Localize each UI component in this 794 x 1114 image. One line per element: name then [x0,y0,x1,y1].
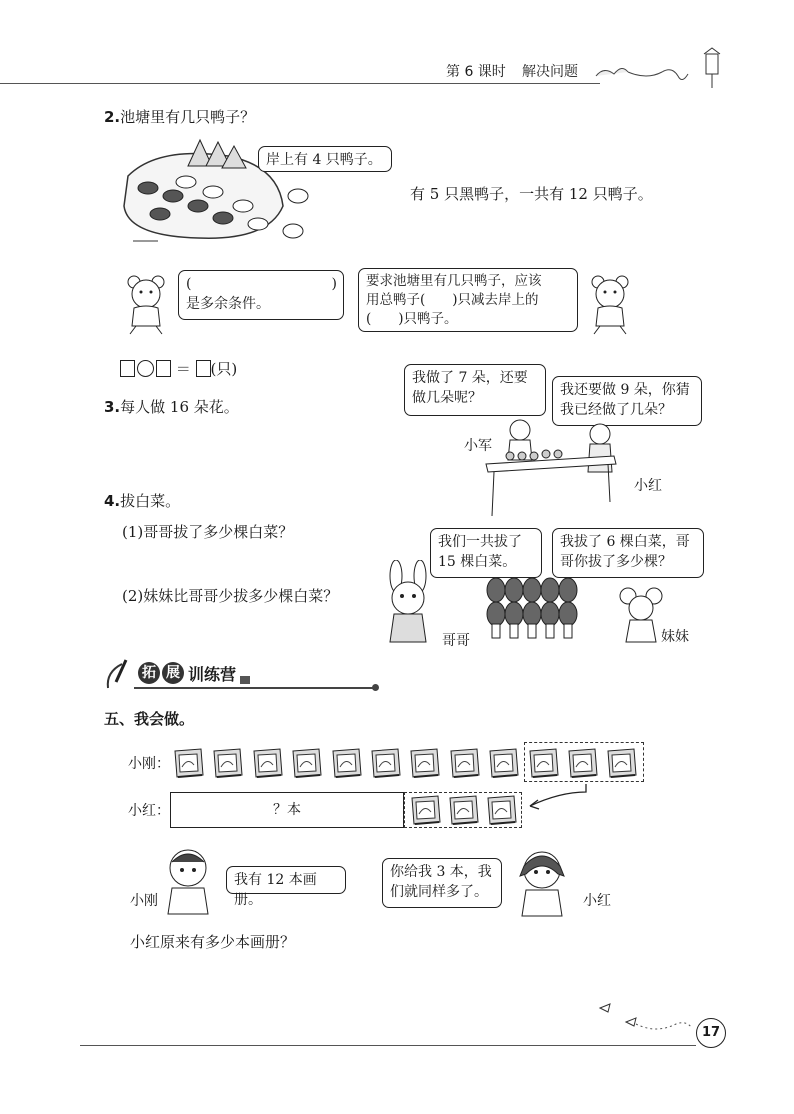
mouse-meimei-icon [618,586,664,648]
bubble-xiaohong-flowers: 我还要做 9 朵，你猜 我已经做了几朵？ [552,376,702,426]
header-lesson: 第 6 课时 [446,64,506,80]
name-meimei: 妹妹 [661,629,689,645]
picture-book-icon [485,794,519,826]
bubble-xiaogang-books: 我有 12 本画册。 [226,866,346,894]
picture-book-icon [408,747,442,779]
answer-box[interactable] [156,360,171,377]
picture-book-icon [290,747,324,779]
picture-book-icon [487,747,521,779]
section-banner-rule [134,687,374,689]
q3-heading: 3.每人做 16 朵花。 [104,398,239,416]
bubble-meimei: 我拔了 6 棵白菜，哥 哥你拔了多少棵？ [552,528,704,578]
xiaohong-given-books-box [404,792,522,828]
children-making-flowers-illustration [480,412,630,518]
q2-heading: 2.池塘里有几只鸭子？ [104,108,256,126]
name-xiaohong-q5: 小红 [583,893,611,909]
section-banner-dot [372,684,379,691]
q4-sub2: (2)妹妹比哥哥少拔多少棵白菜？ [122,587,339,605]
q4-heading: 4.拔白菜。 [104,492,181,510]
picture-book-icon [566,747,600,779]
footer-decoration-icon [596,1000,700,1034]
bubble-xiaojun: 我做了 7 朵，还要 做几朵呢？ [404,364,546,416]
q4-sub1: (1)哥哥拔了多少棵白菜？ [122,523,294,541]
boy-xiaogang-icon [160,846,218,916]
bubble-redundant-condition: ( ) 是多余条件。 [178,270,344,320]
section-badge-zhan: 展 [162,662,184,684]
section-banner-mark [240,676,250,684]
name-xiaojun: 小军 [464,438,492,454]
answer-box[interactable] [120,360,135,377]
section-banner-label: 训练营 [188,665,237,684]
section-badge-tuo: 拓 [138,662,160,684]
label-xiaohong-bar: 小红： [128,803,170,819]
q5-heading: 五、我会做。 [104,710,195,728]
picture-book-icon [251,747,285,779]
bear-left-icon [118,272,174,336]
footer-rule [80,1045,696,1046]
picture-book-icon [369,747,403,779]
header-decoration-icon [592,46,732,90]
operator-circle[interactable] [137,360,154,377]
picture-book-icon [447,794,481,826]
xiaohong-unknown-bar: ？本 [170,792,404,828]
picture-book-icon [605,747,639,779]
picture-book-icon [330,747,364,779]
header-topic: 解决问题 [522,64,578,80]
rabbit-gege-icon [376,560,442,652]
cabbages-icon [486,576,578,642]
bear-right-icon [582,272,638,336]
page-number: 17 [701,1025,721,1040]
picture-book-icon [172,747,206,779]
xiaogang-books-row [172,746,652,782]
answer-box[interactable] [196,360,211,377]
bubble-xiaohong-books: 你给我 3 本，我 们就同样多了。 [382,858,502,908]
transfer-arrow-icon [520,778,590,818]
label-xiaogang: 小刚： [128,756,170,772]
picture-book-icon [409,794,443,826]
name-xiaohong: 小红 [634,478,662,494]
q5-question: 小红原来有多少本画册？ [130,933,296,951]
picture-book-icon [211,747,245,779]
bubble-gege: 我们一共拔了 15 棵白菜。 [430,528,542,578]
name-gege: 哥哥 [442,633,470,649]
header-rule [0,83,600,84]
bubble-how-to-solve: 要求池塘里有几只鸭子，应该 用总鸭子( )只减去岸上的 ( )只鸭子。 [358,268,578,332]
girl-xiaohong-icon [508,846,578,918]
bubble-shore-ducks: 岸上有 4 只鸭子。 [258,146,392,172]
picture-book-icon [448,747,482,779]
q2-statement: 有 5 只黑鸭子，一共有 12 只鸭子。 [410,185,653,203]
section-banner [104,658,380,692]
page-number-circle [696,1018,726,1048]
name-xiaogang: 小刚 [130,893,158,909]
q2-equation: ＝ (只) [120,360,237,380]
picture-book-icon [527,747,561,779]
